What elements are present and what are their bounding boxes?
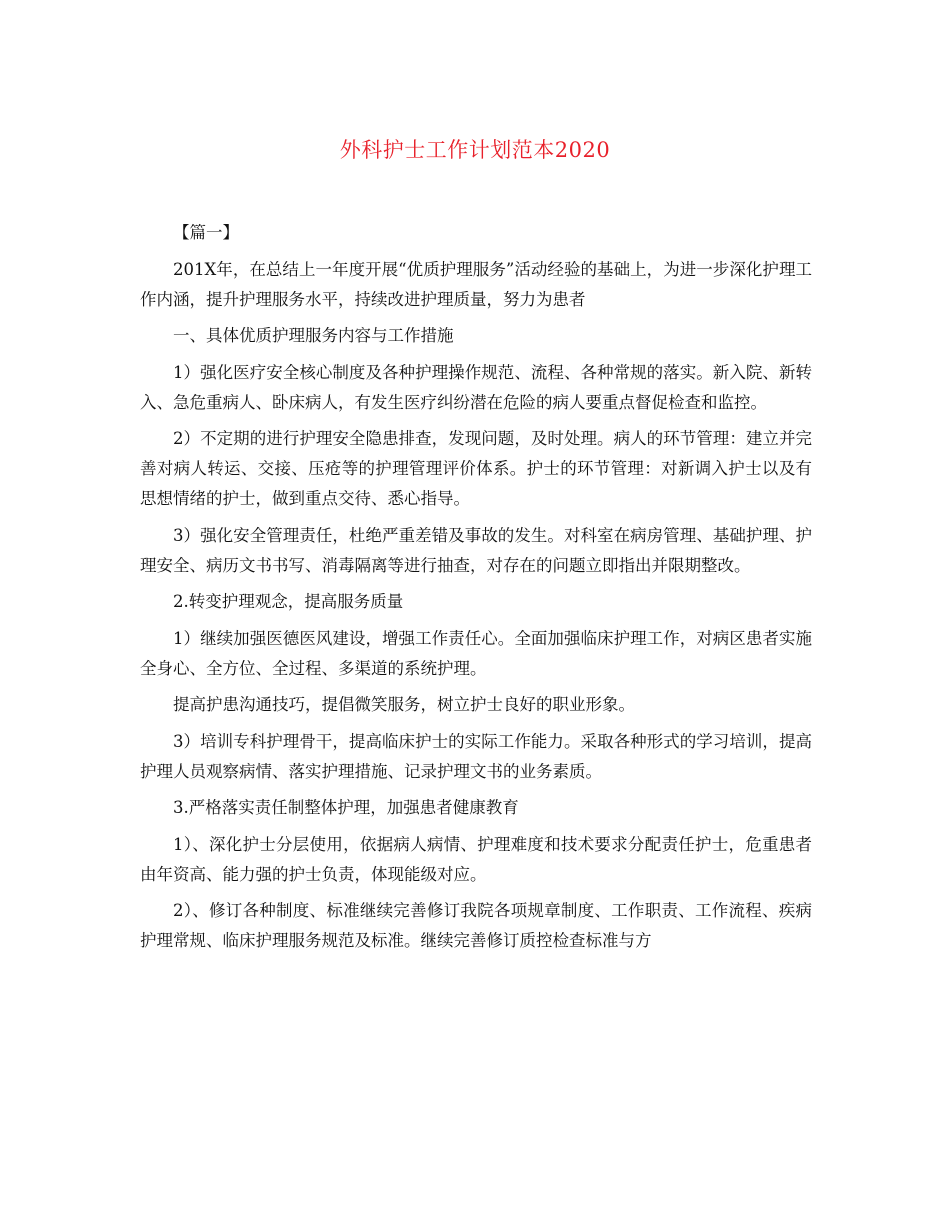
paragraph: 1）、深化护士分层使用，依据病人病情、护理难度和技术要求分配责任护士，危重患者由年资高、能力强的护士负责，体现能级对应。 xyxy=(140,834,812,884)
paragraph: 1）强化医疗安全核心制度及各种护理操作规范、流程、各种常规的落实。新入院、新转入、急危重病人、卧床病人，有发生医疗纠纷潜在危险的病人要重点督促检查和监控。 xyxy=(140,362,812,412)
paragraph-heading-3: 3.严格落实责任制整体护理，加强患者健康教育 xyxy=(173,798,519,817)
paragraph: 3）强化安全管理责任，杜绝严重差错及事故的发生。对科室在病房管理、基础护理、护理安全、病历文书书写、消毒隔离等进行抽查，对存在的问题立即指出并限期整改。 xyxy=(140,525,812,575)
paragraph: 2）、修订各种制度、标准继续完善修订我院各项规章制度、工作职责、工作流程、疾病护理常规、临床护理服务规范及标准。继续完善修订质控检查标准与方 xyxy=(140,901,812,950)
paragraph: 提高护患沟通技巧，提倡微笑服务，树立护士良好的职业形象。 xyxy=(173,695,635,714)
paragraph-intro: 201X年，在总结上一年度开展“优质护理服务”活动经验的基础上，为进一步深化护理工作内涵，提升护理服务水平，持续改进护理质量，努力为患者 xyxy=(140,259,812,309)
paragraph: 1）继续加强医德医风建设，增强工作责任心。全面加强临床护理工作，对病区患者实施全身心、全方位、全过程、多渠道的系统护理。 xyxy=(140,628,812,678)
document-body xyxy=(140,218,812,963)
paragraph-heading-1: 一、具体优质护理服务内容与工作措施 xyxy=(173,326,454,345)
document-title: 外科护士工作计划范本2020 xyxy=(339,138,611,162)
paragraph-section-heading: 【篇一】 xyxy=(173,223,239,242)
paragraph: 3）培训专科护理骨干，提高临床护士的实际工作能力。采取各种形式的学习培训，提高护理人员观察病情、落实护理措施、记录护理文书的业务素质。 xyxy=(140,731,812,781)
paragraph-heading-2: 2.转变护理观念，提高服务质量 xyxy=(173,592,404,611)
paragraph: 2）不定期的进行护理安全隐患排查，发现问题，及时处理。病人的环节管理：建立并完善对病人转运、交接、压疮等的护理管理评价体系。护士的环节管理：对新调入护士以及有思想情绪的护士，做到重点交待、悉心指导。 xyxy=(140,429,812,508)
